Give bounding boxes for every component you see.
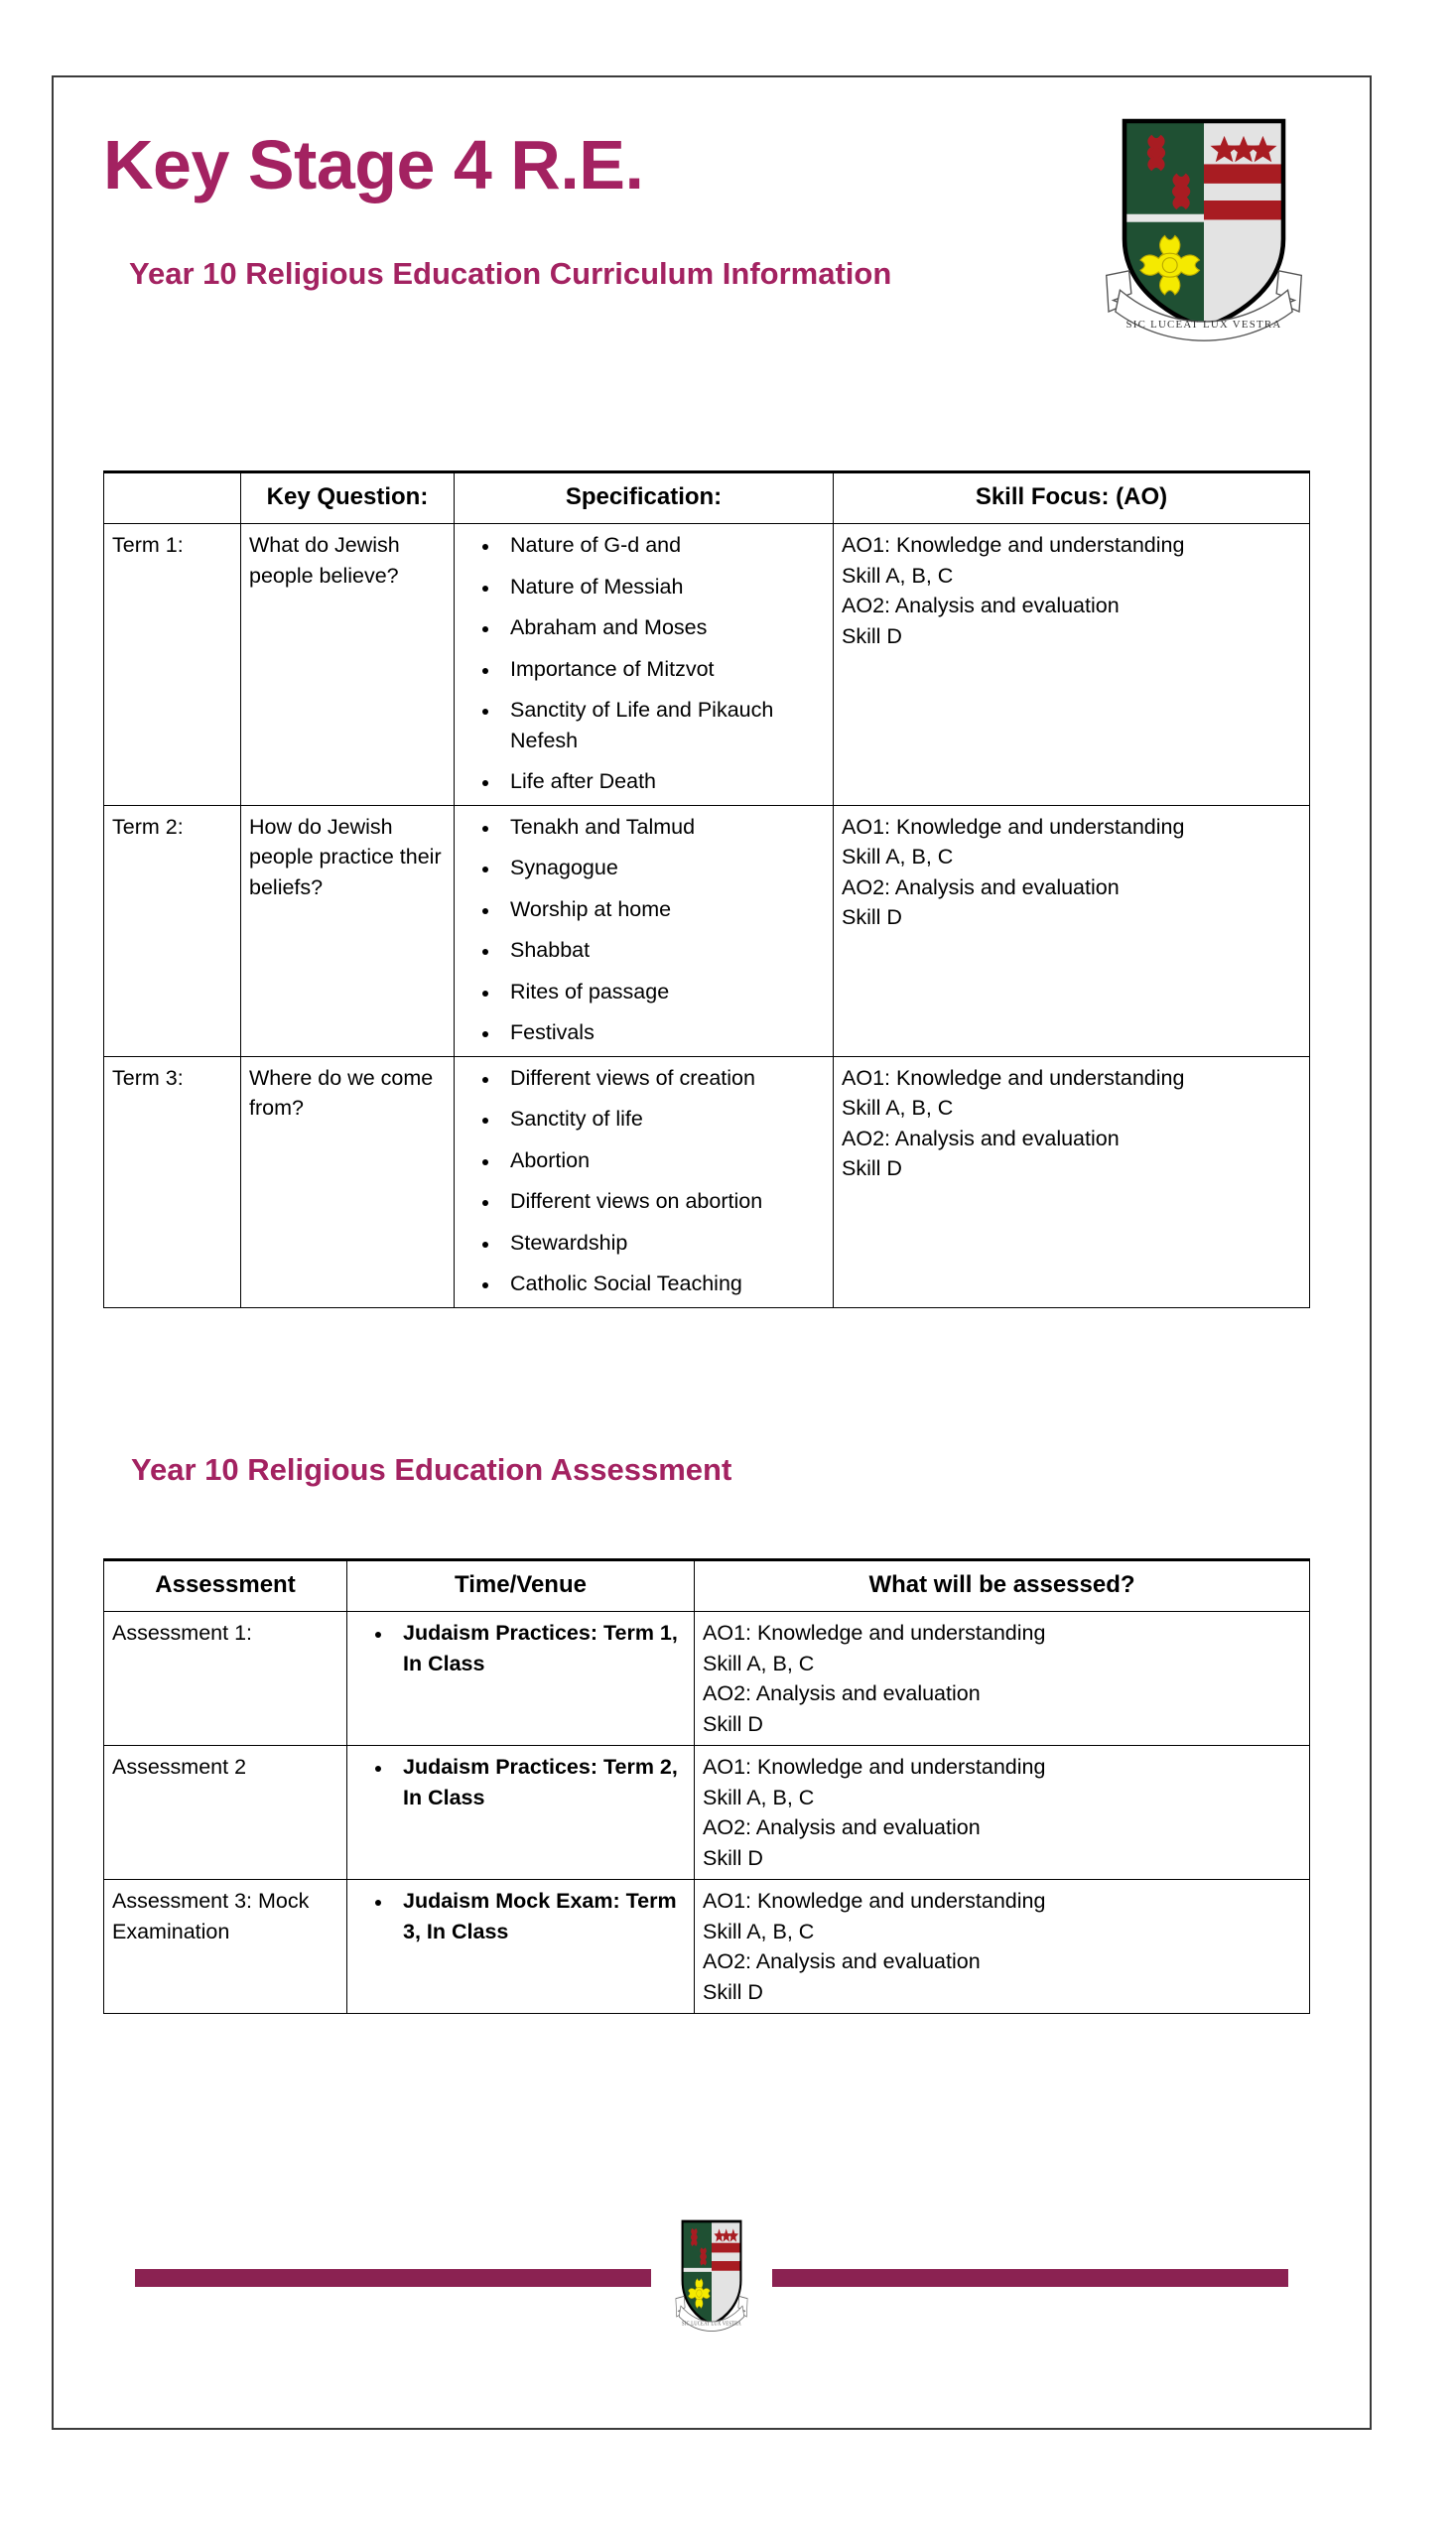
footer-bar-left — [135, 2269, 651, 2287]
document-page — [52, 75, 1372, 2430]
skill-line: AO1: Knowledge and understanding — [842, 533, 1185, 558]
list-item: • Worship at home — [500, 894, 825, 925]
crest-motto: SIC LUCEAT LUX VESTRA — [682, 2321, 741, 2328]
list-item: • Nature of G-d and — [500, 530, 825, 561]
table-row — [104, 1056, 1310, 1307]
skill-line: Skill A, B, C — [703, 1651, 815, 1675]
specification-cell — [455, 805, 834, 1056]
skill-focus-cell — [834, 805, 1310, 1056]
skill-line: Skill D — [703, 1711, 763, 1736]
column-header-what-assessed: What will be assessed? — [695, 1560, 1310, 1612]
curriculum-table — [103, 470, 1310, 1308]
crest-motto: SIC LUCEAT LUX VESTRA — [1125, 319, 1282, 331]
column-header-specification: Specification: — [455, 472, 834, 524]
specification-cell — [455, 524, 834, 806]
skill-line: Skill A, B, C — [703, 1785, 815, 1809]
column-header-assessment: Assessment — [104, 1560, 347, 1612]
list-item: • Judaism Practices: Term 1, In Class — [393, 1618, 686, 1678]
list-item: • Importance of Mitzvot — [500, 654, 825, 685]
assessment-name-cell: Assessment 1: — [104, 1612, 347, 1746]
specification-list — [463, 812, 825, 1048]
assessment-name-cell: Assessment 2 — [104, 1746, 347, 1880]
list-item: • Judaism Practices: Term 2, In Class — [393, 1752, 686, 1812]
assessment-table — [103, 1558, 1310, 2014]
list-item: • Judaism Mock Exam: Term 3, In Class — [393, 1886, 686, 1946]
table-row — [104, 1880, 1310, 2014]
skill-line: AO1: Knowledge and understanding — [703, 1889, 1046, 1914]
skill-focus-cell — [834, 524, 1310, 806]
list-item: • Stewardship — [500, 1228, 825, 1259]
specification-list — [463, 1063, 825, 1299]
school-crest-icon — [1090, 105, 1318, 343]
time-venue-list — [355, 1752, 686, 1812]
list-item: • Catholic Social Teaching — [500, 1269, 825, 1299]
page-title: Key Stage 4 R.E. — [103, 126, 644, 203]
assessed-cell — [695, 1880, 1310, 2014]
document-footer — [54, 2213, 1370, 2333]
skill-line: AO2: Analysis and evaluation — [703, 1815, 981, 1840]
key-question-cell: What do Jewish people believe? — [241, 524, 455, 806]
time-venue-cell — [347, 1612, 695, 1746]
key-question-cell: How do Jewish people practice their beliefs? — [241, 805, 455, 1056]
skill-line: Skill A, B, C — [842, 563, 954, 588]
assessment-name-cell: Assessment 3: Mock Examination — [104, 1880, 347, 2014]
footer-crest-icon — [670, 2213, 753, 2333]
skill-focus-cell — [834, 1056, 1310, 1307]
skill-line: AO1: Knowledge and understanding — [842, 1065, 1185, 1090]
list-item: • Abraham and Moses — [500, 612, 825, 643]
document-header — [54, 77, 1370, 395]
table-row — [104, 1746, 1310, 1880]
specification-list — [463, 530, 825, 797]
list-item: • Life after Death — [500, 766, 825, 797]
list-item: • Nature of Messiah — [500, 572, 825, 602]
column-header-skill-focus: Skill Focus: (AO) — [834, 472, 1310, 524]
list-item: • Different views of creation — [500, 1063, 825, 1094]
table-row — [104, 524, 1310, 806]
skill-line: Skill D — [703, 1845, 763, 1870]
time-venue-cell — [347, 1880, 695, 2014]
time-venue-list — [355, 1886, 686, 1946]
term-label: Term 2: — [104, 805, 241, 1056]
list-item: • Abortion — [500, 1145, 825, 1176]
term-label: Term 1: — [104, 524, 241, 806]
assessed-cell — [695, 1612, 1310, 1746]
table-row — [104, 1612, 1310, 1746]
skill-line: AO2: Analysis and evaluation — [842, 594, 1120, 618]
list-item: • Sanctity of Life and Pikauch Nefesh — [500, 695, 825, 755]
table-header-row — [104, 1560, 1310, 1612]
assessment-table-container — [103, 1558, 1310, 2014]
skill-line: AO2: Analysis and evaluation — [703, 1681, 981, 1706]
page-subtitle: Year 10 Religious Education Curriculum Information — [129, 256, 892, 291]
assessment-section-heading: Year 10 Religious Education Assessment — [131, 1452, 732, 1487]
skill-line: AO2: Analysis and evaluation — [703, 1949, 981, 1974]
list-item: • Sanctity of life — [500, 1104, 825, 1135]
term-label: Term 3: — [104, 1056, 241, 1307]
time-venue-list — [355, 1618, 686, 1678]
time-venue-cell — [347, 1746, 695, 1880]
specification-cell — [455, 1056, 834, 1307]
skill-line: Skill D — [703, 1979, 763, 2004]
skill-line: Skill D — [842, 623, 902, 648]
assessed-cell — [695, 1746, 1310, 1880]
curriculum-table-container — [103, 470, 1310, 1308]
table-header-row — [104, 472, 1310, 524]
skill-line: AO2: Analysis and evaluation — [842, 1126, 1120, 1150]
list-item: • Tenakh and Talmud — [500, 812, 825, 843]
column-header-time-venue: Time/Venue — [347, 1560, 695, 1612]
skill-line: AO1: Knowledge and understanding — [703, 1755, 1046, 1780]
column-header-key-question: Key Question: — [241, 472, 455, 524]
skill-line: Skill A, B, C — [842, 1096, 954, 1121]
skill-line: Skill D — [842, 905, 902, 930]
footer-bar-right — [772, 2269, 1288, 2287]
list-item: • Festivals — [500, 1017, 825, 1048]
list-item: • Synagogue — [500, 853, 825, 883]
skill-line: AO2: Analysis and evaluation — [842, 874, 1120, 899]
table-row — [104, 805, 1310, 1056]
list-item: • Shabbat — [500, 935, 825, 966]
skill-line: Skill D — [842, 1156, 902, 1181]
list-item: • Rites of passage — [500, 977, 825, 1007]
skill-line: AO1: Knowledge and understanding — [703, 1621, 1046, 1646]
key-question-cell: Where do we come from? — [241, 1056, 455, 1307]
skill-line: Skill A, B, C — [842, 845, 954, 869]
skill-line: AO1: Knowledge and understanding — [842, 814, 1185, 839]
column-header-blank — [104, 472, 241, 524]
list-item: • Different views on abortion — [500, 1186, 825, 1217]
skill-line: Skill A, B, C — [703, 1919, 815, 1943]
